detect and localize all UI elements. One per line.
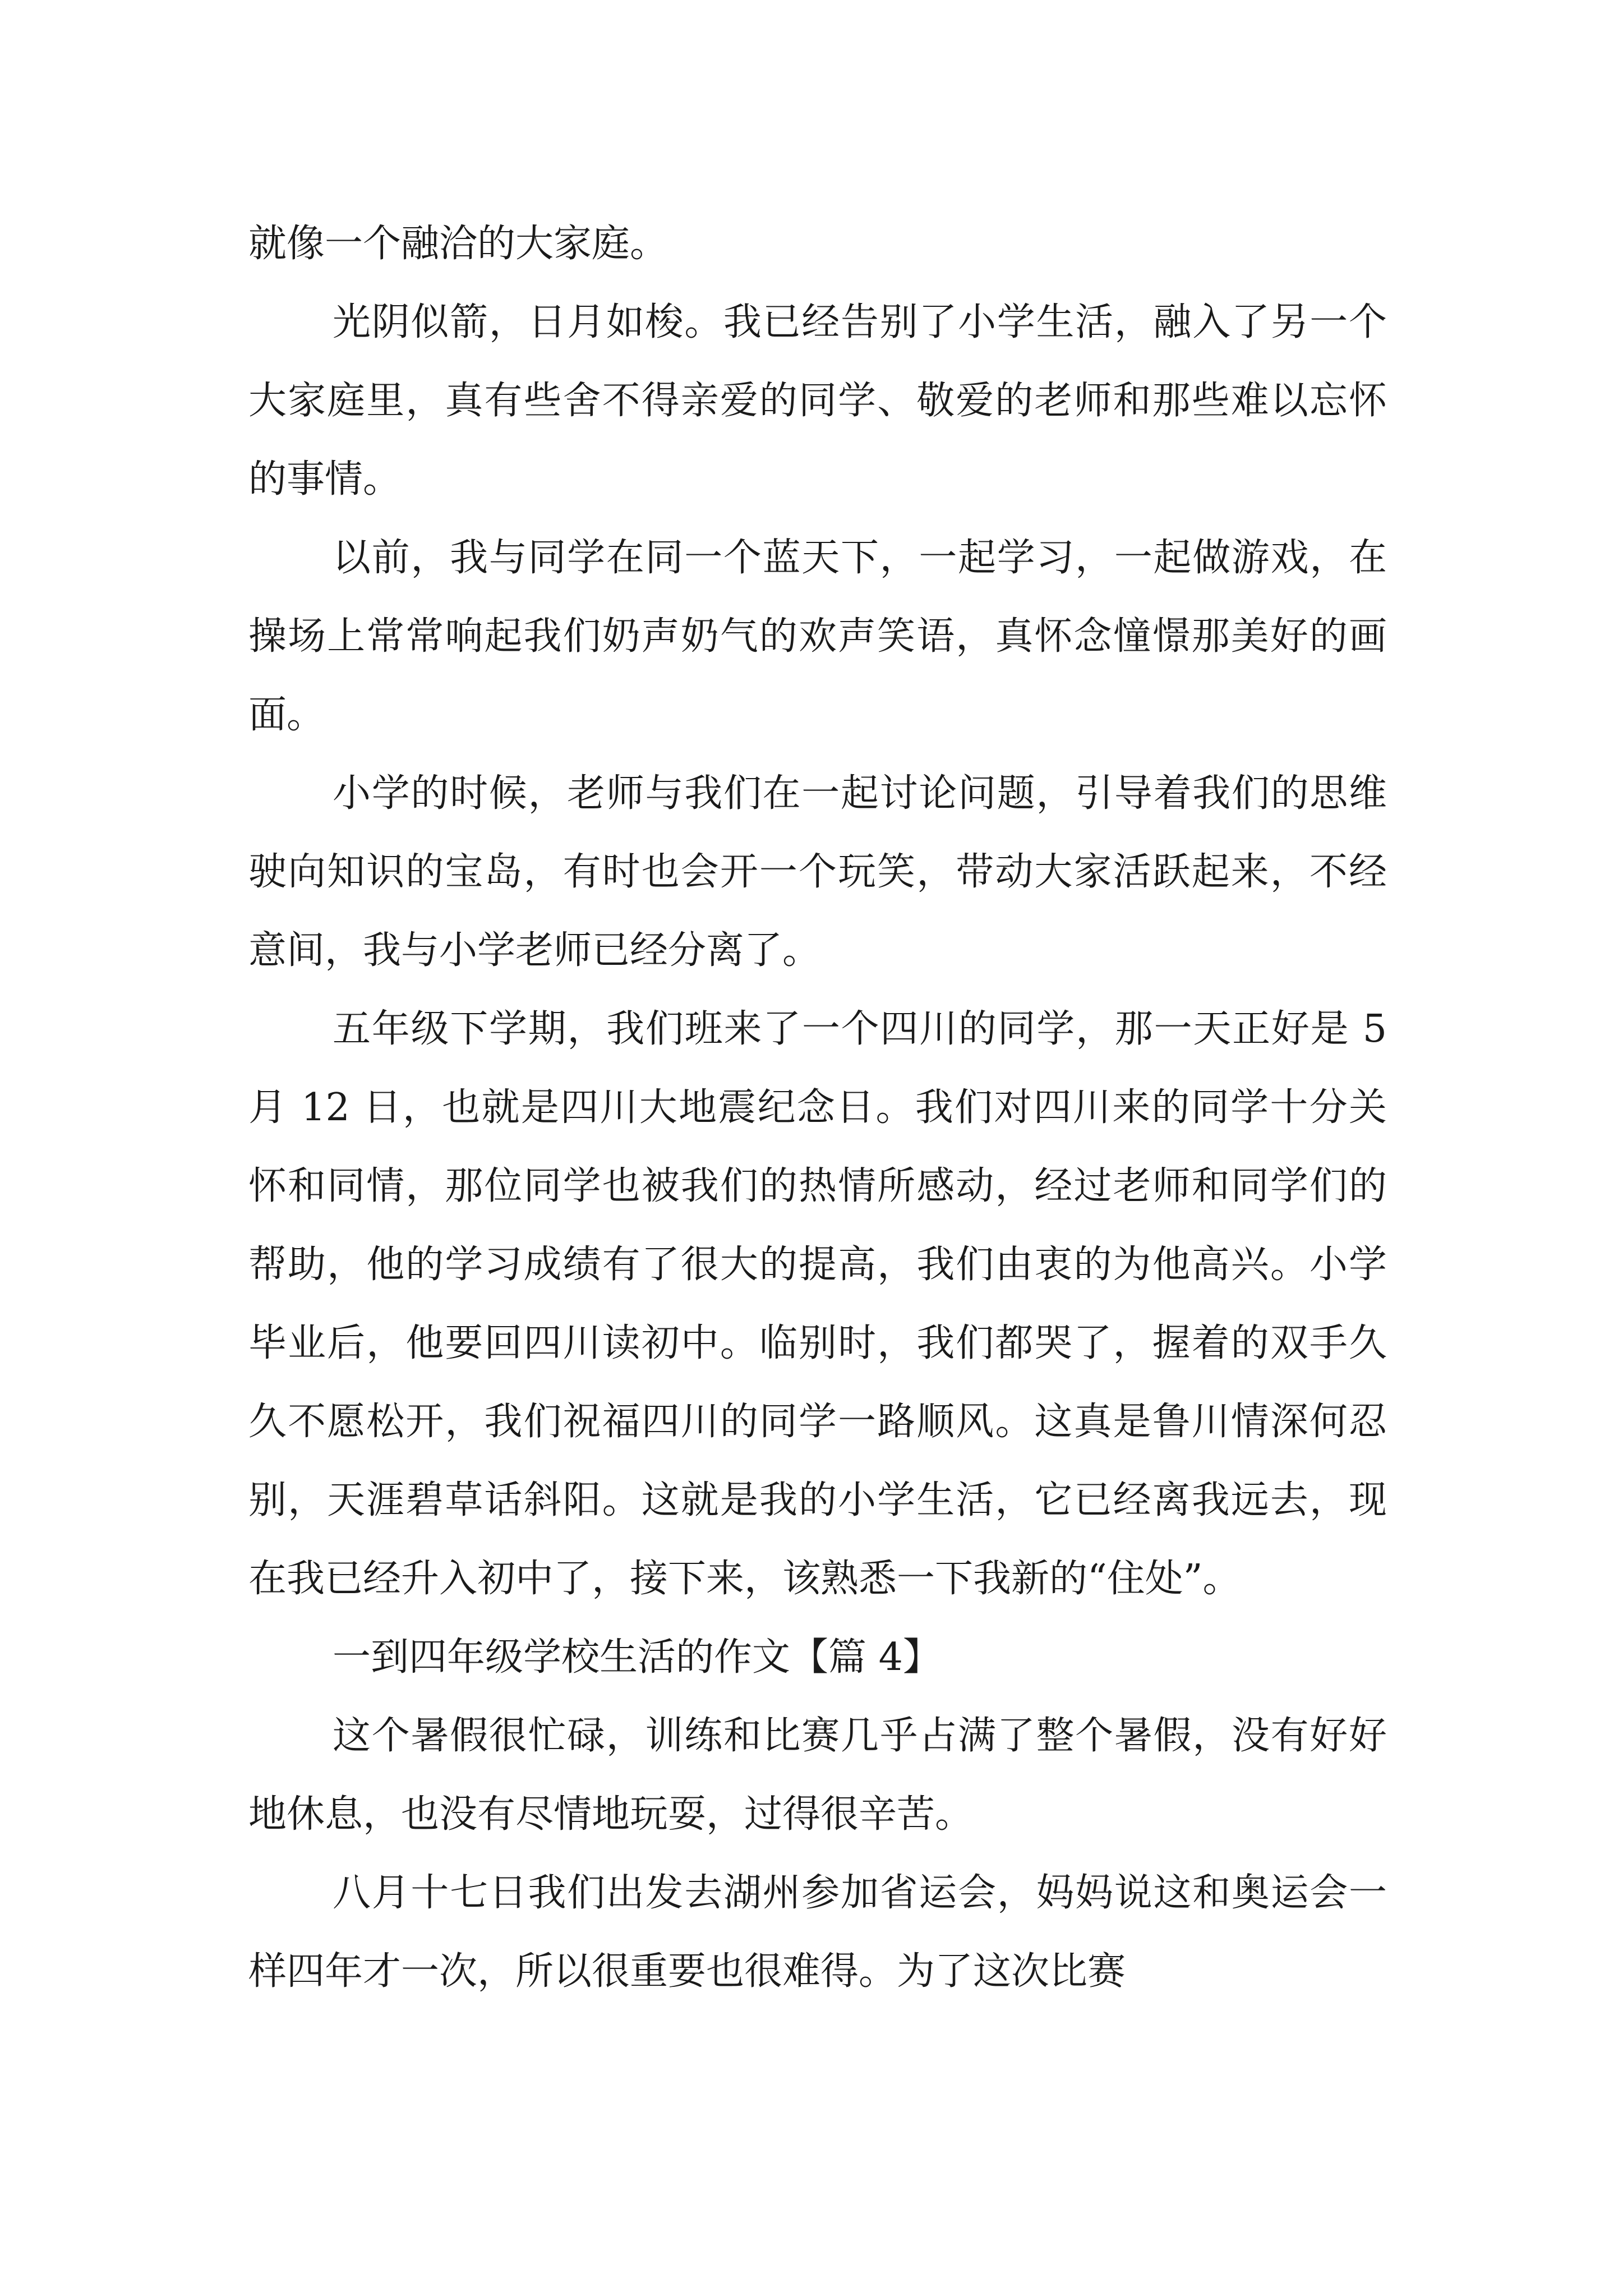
paragraph: 这个暑假很忙碌，训练和比赛几乎占满了整个暑假，没有好好地休息，也没有尽情地玩耍，过得很辛苦。 <box>248 1714 1387 1837</box>
paragraph-continuation: 就像一个融洽的大家庭。 <box>248 222 668 266</box>
body-text <box>248 205 1387 2011</box>
section-heading: 一到四年级学校生活的作文【篇 4】 <box>333 1635 941 1680</box>
paragraph: 小学的时候，老师与我们在一起讨论问题，引导着我们的思维驶向知识的宝岛，有时也会开一个玩笑，带动大家活跃起来，不经意间，我与小学老师已经分离了。 <box>248 771 1387 973</box>
paragraph: 五年级下学期，我们班来了一个四川的同学，那一天正好是 5 月 12 日，也就是四川大地震纪念日。我们对四川来的同学十分关怀和同情，那位同学也被我们的热情所感动，经过老师和同学们的帮助，他的学习成绩有了很大的提高，我们由衷的为他高兴。小学毕业后，他要回四川读初中。临别时，我们都哭了，握着的双手久久不愿松开，我们祝福四川的同学一路顺风。这真是鲁川情深何忍别，天涯碧草话斜阳。这就是我的小学生活，它已经离我远去，现在我已经升入初中了，接下来，该熟悉一下我新的“住处”。 <box>248 1007 1387 1601</box>
paragraph: 以前，我与同学在同一个蓝天下，一起学习，一起做游戏，在操场上常常响起我们奶声奶气的欢声笑语，真怀念憧憬那美好的画面。 <box>248 536 1387 737</box>
paragraph: 八月十七日我们出发去湖州参加省运会，妈妈说这和奥运会一样四年才一次，所以很重要也很难得。为了这次比赛 <box>248 1871 1387 1994</box>
paragraph: 光阴似箭，日月如梭。我已经告别了小学生活，融入了另一个大家庭里，真有些舍不得亲爱的同学、敬爱的老师和那些难以忘怀的事情。 <box>248 300 1387 501</box>
